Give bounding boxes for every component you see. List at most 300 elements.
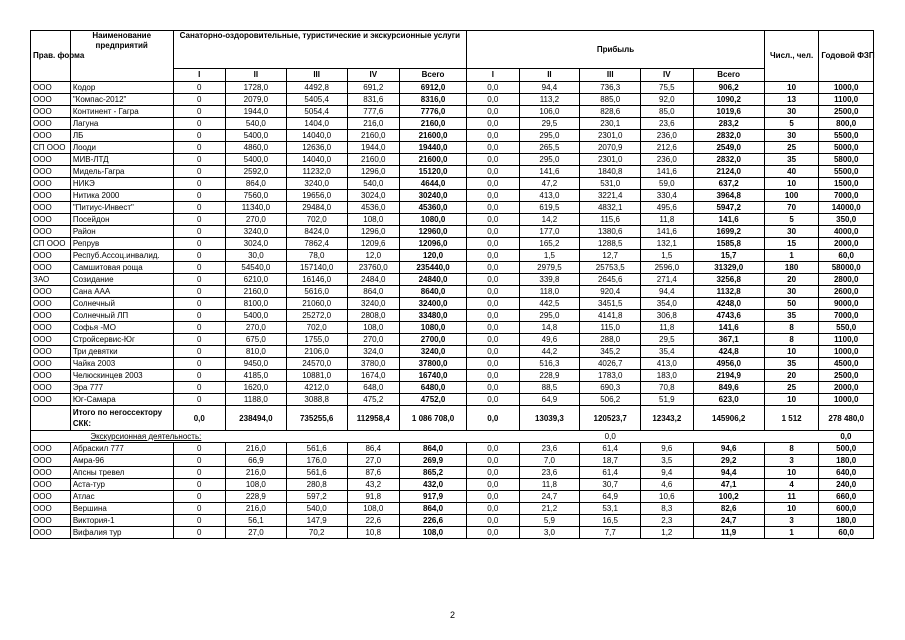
- cell-form: ООО: [31, 94, 71, 106]
- cell-profit-5: 3256,8: [693, 274, 764, 286]
- cell-profit-5: 1132,8: [693, 286, 764, 298]
- cell-profit-1: 0,0: [467, 142, 519, 154]
- cell-profit-5: 4956,0: [693, 358, 764, 370]
- cell-profit-2: 295,0: [519, 154, 580, 166]
- cell-headcount: 5: [764, 118, 819, 130]
- total-body: [31, 406, 874, 443]
- cell-profit-3: 3451,5: [580, 298, 641, 310]
- cell-services-4: 540,0: [347, 178, 399, 190]
- cell-services-3: 16146,0: [286, 274, 347, 286]
- cell-services-1: 0: [173, 382, 225, 394]
- cell-form: ООО: [31, 382, 71, 394]
- cell-profit-1: 0,0: [467, 322, 519, 334]
- total-label: Итого по негоссектору СКК:: [70, 406, 173, 431]
- cell-headcount: 3: [764, 455, 819, 467]
- cell-name: Челюскинцев 2003: [70, 370, 173, 382]
- cell-name: "Питиус-Инвест": [70, 202, 173, 214]
- total-s-q2: 238494,0: [225, 406, 286, 431]
- cell-services-1: 0: [173, 334, 225, 346]
- cell-services-3: 21060,0: [286, 298, 347, 310]
- cell-profit-2: 113,2: [519, 94, 580, 106]
- cell-services-4: 1296,0: [347, 226, 399, 238]
- cell-profit-2: 165,2: [519, 238, 580, 250]
- cell-profit-3: 2301,0: [580, 154, 641, 166]
- header-sanatorium: Санаторно-оздоровительные, туристические и экскурсионные услуги: [173, 31, 467, 69]
- cell-profit-2: 44,2: [519, 346, 580, 358]
- cell-name: Респуб.Ассоц.инвалид.: [70, 250, 173, 262]
- cell-payroll: 5000,0: [819, 142, 874, 154]
- cell-profit-2: 23,6: [519, 443, 580, 455]
- cell-services-3: 11232,0: [286, 166, 347, 178]
- cell-services-2: 228,9: [225, 491, 286, 503]
- cell-services-4: 2160,0: [347, 130, 399, 142]
- cell-profit-3: 7,7: [580, 527, 641, 539]
- cell-services-5: 865,2: [399, 467, 466, 479]
- header-headcount: Числ., чел.: [764, 31, 819, 82]
- section-empty-2: [693, 431, 764, 443]
- cell-profit-5: 82,6: [693, 503, 764, 515]
- cell-services-2: 1188,0: [225, 394, 286, 406]
- cell-services-5: 45360,0: [399, 202, 466, 214]
- table-header: [31, 31, 874, 82]
- table-row: [31, 190, 874, 202]
- cell-name: Софья -МО: [70, 322, 173, 334]
- cell-profit-2: 1,5: [519, 250, 580, 262]
- cell-payroll: 1000,0: [819, 346, 874, 358]
- cell-profit-2: 88,5: [519, 382, 580, 394]
- total-headcount: 1 512: [764, 406, 819, 431]
- cell-services-5: 8640,0: [399, 286, 466, 298]
- cell-form: ООО: [31, 467, 71, 479]
- cell-profit-2: 11,8: [519, 479, 580, 491]
- cell-services-5: 12960,0: [399, 226, 466, 238]
- cell-profit-5: 15,7: [693, 250, 764, 262]
- cell-profit-1: 0,0: [467, 515, 519, 527]
- cell-headcount: 10: [764, 346, 819, 358]
- cell-services-1: 0: [173, 358, 225, 370]
- cell-services-3: 14040,0: [286, 130, 347, 142]
- cell-services-5: 2160,0: [399, 118, 466, 130]
- cell-form: ООО: [31, 166, 71, 178]
- excursion-body: [31, 443, 874, 539]
- cell-profit-5: 31329,0: [693, 262, 764, 274]
- cell-services-4: 4536,0: [347, 202, 399, 214]
- cell-services-2: 5400,0: [225, 130, 286, 142]
- cell-profit-1: 0,0: [467, 298, 519, 310]
- cell-profit-4: 92,0: [641, 94, 693, 106]
- cell-profit-4: 2596,0: [641, 262, 693, 274]
- cell-profit-2: 516,3: [519, 358, 580, 370]
- cell-headcount: 30: [764, 226, 819, 238]
- cell-profit-4: 132,1: [641, 238, 693, 250]
- cell-name: Виктория-1: [70, 515, 173, 527]
- cell-services-3: 4212,0: [286, 382, 347, 394]
- table-row: [31, 527, 874, 539]
- cell-headcount: 10: [764, 82, 819, 94]
- cell-headcount: 35: [764, 310, 819, 322]
- total-p-q1: 0,0: [467, 406, 519, 431]
- cell-profit-3: 25753,5: [580, 262, 641, 274]
- cell-services-1: 0: [173, 491, 225, 503]
- cell-profit-3: 345,2: [580, 346, 641, 358]
- cell-form: ООО: [31, 214, 71, 226]
- cell-form: ООО: [31, 346, 71, 358]
- cell-services-1: 0: [173, 226, 225, 238]
- cell-profit-4: 354,0: [641, 298, 693, 310]
- cell-services-2: 6210,0: [225, 274, 286, 286]
- cell-payroll: 2000,0: [819, 238, 874, 250]
- cell-services-1: 0: [173, 238, 225, 250]
- cell-profit-4: 4,6: [641, 479, 693, 491]
- cell-services-2: 3240,0: [225, 226, 286, 238]
- cell-services-3: 5054,4: [286, 106, 347, 118]
- cell-profit-5: 2832,0: [693, 154, 764, 166]
- cell-form: ООО: [31, 443, 71, 455]
- cell-form: ООО: [31, 250, 71, 262]
- cell-services-5: 16740,0: [399, 370, 466, 382]
- cell-profit-4: 141,6: [641, 226, 693, 238]
- cell-headcount: 8: [764, 334, 819, 346]
- cell-profit-5: 4743,6: [693, 310, 764, 322]
- cell-services-1: 0: [173, 190, 225, 202]
- table-row: [31, 479, 874, 491]
- cell-headcount: 30: [764, 286, 819, 298]
- cell-services-4: 2160,0: [347, 154, 399, 166]
- cell-services-2: 2160,0: [225, 286, 286, 298]
- table-row: [31, 503, 874, 515]
- cell-profit-1: 0,0: [467, 118, 519, 130]
- cell-payroll: 7000,0: [819, 190, 874, 202]
- cell-name: Юг-Самара: [70, 394, 173, 406]
- header-s-total: Всего: [399, 69, 466, 82]
- cell-services-4: 3240,0: [347, 298, 399, 310]
- cell-form: ООО: [31, 503, 71, 515]
- cell-services-3: 561,6: [286, 467, 347, 479]
- cell-services-5: 432,0: [399, 479, 466, 491]
- cell-services-2: 1620,0: [225, 382, 286, 394]
- cell-profit-3: 736,3: [580, 82, 641, 94]
- cell-profit-3: 1288,5: [580, 238, 641, 250]
- cell-services-4: 777,6: [347, 106, 399, 118]
- cell-form: ООО: [31, 334, 71, 346]
- cell-services-2: 66,9: [225, 455, 286, 467]
- cell-services-3: 1404,0: [286, 118, 347, 130]
- cell-services-4: 27,0: [347, 455, 399, 467]
- cell-services-3: 702,0: [286, 214, 347, 226]
- cell-services-1: 0: [173, 394, 225, 406]
- cell-payroll: 800,0: [819, 118, 874, 130]
- cell-services-3: 14040,0: [286, 154, 347, 166]
- cell-form: ООО: [31, 130, 71, 142]
- cell-profit-1: 0,0: [467, 503, 519, 515]
- cell-profit-3: 2301,0: [580, 130, 641, 142]
- cell-services-4: 1674,0: [347, 370, 399, 382]
- total-s-q4: 112958,4: [347, 406, 399, 431]
- cell-name: Сана ААА: [70, 286, 173, 298]
- cell-profit-4: 11,8: [641, 214, 693, 226]
- total-p-q2: 13039,3: [519, 406, 580, 431]
- cell-profit-1: 0,0: [467, 178, 519, 190]
- cell-name: "Компас-2012": [70, 94, 173, 106]
- cell-headcount: 8: [764, 322, 819, 334]
- cell-services-4: 831,6: [347, 94, 399, 106]
- cell-profit-5: 29,2: [693, 455, 764, 467]
- header-name: Наименование предприятий: [70, 31, 173, 82]
- cell-profit-1: 0,0: [467, 358, 519, 370]
- cell-payroll: 60,0: [819, 250, 874, 262]
- total-p-total: 145906,2: [693, 406, 764, 431]
- cell-form: ЗАО: [31, 274, 71, 286]
- cell-profit-3: 2645,6: [580, 274, 641, 286]
- cell-profit-1: 0,0: [467, 94, 519, 106]
- cell-profit-1: 0,0: [467, 527, 519, 539]
- cell-payroll: 5800,0: [819, 154, 874, 166]
- table-row: [31, 238, 874, 250]
- header-p-q4: IV: [641, 69, 693, 82]
- table-row: [31, 106, 874, 118]
- cell-services-5: 1080,0: [399, 214, 466, 226]
- cell-profit-2: 295,0: [519, 130, 580, 142]
- cell-profit-4: 8,3: [641, 503, 693, 515]
- cell-payroll: 1000,0: [819, 394, 874, 406]
- cell-services-5: 8316,0: [399, 94, 466, 106]
- cell-headcount: 70: [764, 202, 819, 214]
- cell-name: Лооди: [70, 142, 173, 154]
- cell-headcount: 180: [764, 262, 819, 274]
- cell-form: ООО: [31, 370, 71, 382]
- cell-profit-5: 100,2: [693, 491, 764, 503]
- cell-form: ООО: [31, 322, 71, 334]
- cell-payroll: 1100,0: [819, 94, 874, 106]
- cell-services-5: 4644,0: [399, 178, 466, 190]
- cell-profit-1: 0,0: [467, 106, 519, 118]
- total-s-q1: 0,0: [173, 406, 225, 431]
- cell-services-1: 0: [173, 142, 225, 154]
- cell-profit-1: 0,0: [467, 310, 519, 322]
- cell-profit-3: 3221,4: [580, 190, 641, 202]
- cell-name: Район: [70, 226, 173, 238]
- cell-profit-2: 24,7: [519, 491, 580, 503]
- cell-profit-4: 3,5: [641, 455, 693, 467]
- cell-profit-1: 0,0: [467, 226, 519, 238]
- cell-profit-1: 0,0: [467, 262, 519, 274]
- cell-services-5: 226,6: [399, 515, 466, 527]
- cell-profit-4: 23,6: [641, 118, 693, 130]
- cell-headcount: 35: [764, 154, 819, 166]
- enterprise-table: [30, 30, 874, 539]
- cell-payroll: 240,0: [819, 479, 874, 491]
- cell-services-4: 22,6: [347, 515, 399, 527]
- cell-profit-4: 75,5: [641, 82, 693, 94]
- cell-name: Нитика 2000: [70, 190, 173, 202]
- cell-profit-4: 271,4: [641, 274, 693, 286]
- cell-services-2: 2592,0: [225, 166, 286, 178]
- cell-services-2: 270,0: [225, 214, 286, 226]
- cell-services-5: 269,9: [399, 455, 466, 467]
- cell-profit-3: 4026,7: [580, 358, 641, 370]
- cell-name: Атлас: [70, 491, 173, 503]
- cell-services-1: 0: [173, 322, 225, 334]
- cell-profit-2: 295,0: [519, 310, 580, 322]
- cell-services-1: 0: [173, 503, 225, 515]
- cell-services-4: 864,0: [347, 286, 399, 298]
- cell-name: Вифалия тур: [70, 527, 173, 539]
- cell-profit-5: 1019,6: [693, 106, 764, 118]
- cell-services-2: 4185,0: [225, 370, 286, 382]
- cell-services-4: 108,0: [347, 322, 399, 334]
- cell-profit-2: 228,9: [519, 370, 580, 382]
- cell-services-1: 0: [173, 262, 225, 274]
- cell-services-5: 120,0: [399, 250, 466, 262]
- cell-services-1: 0: [173, 178, 225, 190]
- main-body: [31, 82, 874, 406]
- cell-services-1: 0: [173, 479, 225, 491]
- table-row: [31, 382, 874, 394]
- cell-services-1: 0: [173, 467, 225, 479]
- header-p-total: Всего: [693, 69, 764, 82]
- cell-profit-4: 59,0: [641, 178, 693, 190]
- cell-form: ООО: [31, 479, 71, 491]
- cell-profit-5: 5947,2: [693, 202, 764, 214]
- cell-profit-2: 177,0: [519, 226, 580, 238]
- cell-services-1: 0: [173, 118, 225, 130]
- table-row: [31, 455, 874, 467]
- table-row: [31, 214, 874, 226]
- cell-services-3: 25272,0: [286, 310, 347, 322]
- section-empty-1: [641, 431, 693, 443]
- cell-services-3: 540,0: [286, 503, 347, 515]
- cell-services-2: 216,0: [225, 503, 286, 515]
- cell-name: Солнечный: [70, 298, 173, 310]
- cell-headcount: 5: [764, 214, 819, 226]
- cell-name: Чайка 2003: [70, 358, 173, 370]
- cell-profit-3: 61,4: [580, 443, 641, 455]
- section-profit-iii: 0,0: [580, 431, 641, 443]
- cell-payroll: 660,0: [819, 491, 874, 503]
- cell-services-5: 864,0: [399, 443, 466, 455]
- cell-name: Эра 777: [70, 382, 173, 394]
- cell-services-5: 2700,0: [399, 334, 466, 346]
- cell-profit-1: 0,0: [467, 443, 519, 455]
- total-form: [31, 406, 71, 431]
- cell-services-3: 2106,0: [286, 346, 347, 358]
- cell-headcount: 1: [764, 527, 819, 539]
- cell-services-1: 0: [173, 94, 225, 106]
- table-row: [31, 250, 874, 262]
- cell-form: ООО: [31, 190, 71, 202]
- cell-name: МИВ-ЛТД: [70, 154, 173, 166]
- cell-payroll: 2600,0: [819, 286, 874, 298]
- cell-profit-4: 236,0: [641, 130, 693, 142]
- cell-name: Солнечный ЛП: [70, 310, 173, 322]
- cell-services-3: 561,6: [286, 443, 347, 455]
- cell-profit-1: 0,0: [467, 491, 519, 503]
- cell-profit-1: 0,0: [467, 346, 519, 358]
- cell-services-1: 0: [173, 130, 225, 142]
- cell-services-3: 157140,0: [286, 262, 347, 274]
- cell-payroll: 58000,0: [819, 262, 874, 274]
- cell-profit-1: 0,0: [467, 467, 519, 479]
- cell-headcount: 8: [764, 443, 819, 455]
- cell-name: Континент - Гагра: [70, 106, 173, 118]
- cell-profit-4: 236,0: [641, 154, 693, 166]
- cell-services-4: 324,0: [347, 346, 399, 358]
- cell-profit-3: 12,7: [580, 250, 641, 262]
- cell-services-5: 235440,0: [399, 262, 466, 274]
- cell-services-4: 648,0: [347, 382, 399, 394]
- cell-payroll: 2500,0: [819, 106, 874, 118]
- table-row: [31, 298, 874, 310]
- cell-profit-3: 690,3: [580, 382, 641, 394]
- cell-profit-3: 230,1: [580, 118, 641, 130]
- cell-payroll: 180,0: [819, 455, 874, 467]
- cell-services-2: 216,0: [225, 467, 286, 479]
- cell-profit-4: 35,4: [641, 346, 693, 358]
- cell-services-5: 33480,0: [399, 310, 466, 322]
- cell-profit-4: 29,5: [641, 334, 693, 346]
- cell-profit-5: 47,1: [693, 479, 764, 491]
- cell-services-4: 2808,0: [347, 310, 399, 322]
- cell-form: ООО: [31, 82, 71, 94]
- cell-services-4: 87,6: [347, 467, 399, 479]
- cell-profit-1: 0,0: [467, 130, 519, 142]
- cell-profit-4: 495,6: [641, 202, 693, 214]
- cell-services-1: 0: [173, 310, 225, 322]
- cell-form: ООО: [31, 202, 71, 214]
- cell-payroll: 60,0: [819, 527, 874, 539]
- cell-services-4: 86,4: [347, 443, 399, 455]
- cell-profit-4: 9,6: [641, 443, 693, 455]
- cell-profit-1: 0,0: [467, 166, 519, 178]
- cell-profit-2: 3,0: [519, 527, 580, 539]
- cell-profit-2: 5,9: [519, 515, 580, 527]
- cell-headcount: 10: [764, 467, 819, 479]
- cell-profit-5: 2549,0: [693, 142, 764, 154]
- cell-headcount: 10: [764, 394, 819, 406]
- cell-profit-5: 141,6: [693, 214, 764, 226]
- table-row: [31, 130, 874, 142]
- cell-services-3: 10881,0: [286, 370, 347, 382]
- cell-form: ООО: [31, 178, 71, 190]
- cell-services-2: 4860,0: [225, 142, 286, 154]
- table-row: [31, 274, 874, 286]
- cell-services-4: 108,0: [347, 214, 399, 226]
- cell-profit-2: 29,5: [519, 118, 580, 130]
- cell-form: ООО: [31, 358, 71, 370]
- cell-headcount: 100: [764, 190, 819, 202]
- cell-headcount: 11: [764, 491, 819, 503]
- cell-services-1: 0: [173, 370, 225, 382]
- cell-services-4: 1209,6: [347, 238, 399, 250]
- cell-services-1: 0: [173, 443, 225, 455]
- cell-headcount: 15: [764, 238, 819, 250]
- cell-profit-1: 0,0: [467, 382, 519, 394]
- cell-services-1: 0: [173, 274, 225, 286]
- cell-profit-1: 0,0: [467, 274, 519, 286]
- cell-services-4: 10,8: [347, 527, 399, 539]
- cell-profit-4: 11,8: [641, 322, 693, 334]
- cell-profit-3: 1840,8: [580, 166, 641, 178]
- cell-profit-4: 9,4: [641, 467, 693, 479]
- cell-services-3: 702,0: [286, 322, 347, 334]
- section-label: Экскурсионная деятельность:: [70, 431, 579, 443]
- cell-payroll: 9000,0: [819, 298, 874, 310]
- cell-profit-4: 70,8: [641, 382, 693, 394]
- cell-name: Посейдон: [70, 214, 173, 226]
- table-row: [31, 178, 874, 190]
- cell-profit-2: 106,0: [519, 106, 580, 118]
- cell-services-5: 4752,0: [399, 394, 466, 406]
